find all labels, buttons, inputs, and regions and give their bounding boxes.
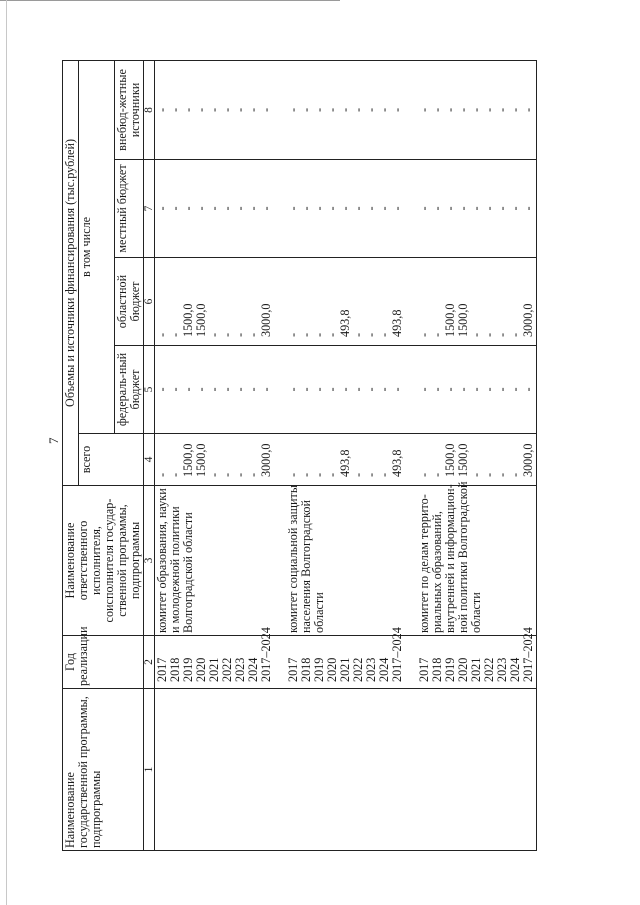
- program-name-cell: [155, 689, 275, 851]
- extrabudget-cell-line: -: [246, 107, 260, 112]
- year-cell-line: 2019: [181, 657, 195, 682]
- federal-cell-line: -: [390, 387, 404, 392]
- spacer-cell: [405, 434, 417, 486]
- regional-cell: [417, 258, 537, 346]
- extrabudget-cell-line: -: [482, 107, 496, 112]
- local-cell-line: -: [338, 206, 352, 211]
- table-row: [417, 60, 537, 850]
- federal-cell-line: -: [521, 387, 535, 392]
- program-name-cell: [286, 689, 405, 851]
- table-row: [286, 60, 405, 850]
- local-cell-line: -: [233, 206, 247, 211]
- column-number: 7: [144, 160, 155, 258]
- extrabudget-cell-line: -: [207, 107, 221, 112]
- regional-cell-line: 493,8: [338, 309, 352, 337]
- year-cell-line: 2023: [233, 657, 247, 682]
- regional-cell-line: -: [364, 332, 378, 337]
- extrabudget-cell-line: -: [312, 107, 326, 112]
- total-cell-line: -: [364, 472, 378, 477]
- federal-cell-line: -: [351, 387, 365, 392]
- total-cell-line: 3000,0: [521, 443, 535, 477]
- extrabudget-cell-line: -: [443, 107, 457, 112]
- year-cell-line: 2017: [286, 657, 300, 682]
- header-executor: Наименование ответственного исполнителя, соисполнителя государ-ственной программы, подпрограммы: [63, 486, 144, 636]
- federal-cell-line: -: [155, 387, 169, 392]
- extrabudget-cell-line: -: [168, 107, 182, 112]
- executor-cell-line: Волгоградской области: [181, 512, 195, 633]
- local-cell-line: -: [469, 206, 483, 211]
- regional-cell-line: -: [299, 332, 313, 337]
- year-cell-line: 2022: [482, 657, 496, 682]
- scan-edge-left: [6, 0, 7, 905]
- federal-cell: [155, 346, 275, 434]
- local-cell-line: -: [456, 206, 470, 211]
- local-cell-line: -: [417, 206, 431, 211]
- extrabudget-cell-line: -: [364, 107, 378, 112]
- year-cell-line: 2024: [377, 657, 391, 682]
- year-cell: [286, 627, 405, 689]
- total-cell-line: -: [417, 472, 431, 477]
- executor-cell: [417, 481, 537, 636]
- local-cell-line: -: [207, 206, 221, 211]
- regional-cell-line: 1500,0: [181, 303, 195, 337]
- regional-cell-line: -: [155, 332, 169, 337]
- federal-cell-line: -: [168, 387, 182, 392]
- total-cell-line: -: [312, 472, 326, 477]
- extrabudget-cell-line: -: [155, 107, 169, 112]
- local-cell-line: -: [194, 206, 208, 211]
- spacer-cell: [274, 160, 286, 258]
- header-including: в том числе: [79, 60, 115, 433]
- year-cell-line: 2021: [338, 657, 352, 682]
- executor-cell-line: комитет образования, науки: [155, 488, 169, 633]
- spacer-cell: [274, 434, 286, 486]
- total-cell: [155, 434, 275, 486]
- regional-cell-line: -: [430, 332, 444, 337]
- regional-cell-line: -: [417, 332, 431, 337]
- year-cell-line: 2021: [469, 657, 483, 682]
- executor-cell-line: населения Волгоградской: [299, 499, 313, 633]
- federal-cell-line: -: [246, 387, 260, 392]
- executor-cell-line: комитет по делам террито-: [417, 494, 431, 633]
- regional-cell-line: -: [246, 332, 260, 337]
- regional-cell-line: -: [377, 332, 391, 337]
- spacer-cell: [405, 258, 417, 346]
- federal-cell-line: -: [430, 387, 444, 392]
- year-cell: [155, 627, 275, 689]
- year-cell-line: 2023: [495, 657, 509, 682]
- total-cell-line: 493,8: [390, 449, 404, 477]
- total-cell-line: 1500,0: [456, 443, 470, 477]
- regional-cell-line: -: [351, 332, 365, 337]
- spacer-cell: [405, 689, 417, 851]
- year-cell-line: 2022: [220, 657, 234, 682]
- federal-cell-line: -: [194, 387, 208, 392]
- local-cell-line: -: [325, 206, 339, 211]
- regional-cell-line: 1500,0: [456, 303, 470, 337]
- federal-cell-line: -: [207, 387, 221, 392]
- federal-cell: [286, 346, 405, 434]
- federal-cell-line: -: [495, 387, 509, 392]
- year-cell-line: 2022: [351, 657, 365, 682]
- year-cell-line: 2021: [207, 657, 221, 682]
- total-cell-line: -: [325, 472, 339, 477]
- executor-cell: [286, 486, 405, 636]
- regional-cell: [155, 258, 275, 346]
- total-cell-line: -: [469, 472, 483, 477]
- column-number: 8: [144, 60, 155, 159]
- year-cell-line: 2024: [246, 657, 260, 682]
- year-cell-line: 2017–2024: [521, 627, 535, 682]
- header-program-name: Наименование государственной программы, подпрограммы: [63, 689, 144, 851]
- spacer-cell: [405, 160, 417, 258]
- local-cell-line: -: [521, 206, 535, 211]
- total-cell-line: -: [351, 472, 365, 477]
- total-cell-line: -: [508, 472, 522, 477]
- header-extrabudget: внебюд-жетные источники: [115, 60, 144, 159]
- extrabudget-cell-line: -: [495, 107, 509, 112]
- year-cell-line: 2018: [168, 657, 182, 682]
- local-cell: [155, 160, 275, 258]
- local-cell-line: -: [430, 206, 444, 211]
- program-name-cell: [417, 689, 537, 851]
- total-cell-line: 1500,0: [443, 443, 457, 477]
- total-cell-line: -: [430, 472, 444, 477]
- federal-cell-line: -: [325, 387, 339, 392]
- year-cell-line: 2019: [312, 657, 326, 682]
- spacer-cell: [274, 346, 286, 434]
- total-cell-line: 1500,0: [194, 443, 208, 477]
- extrabudget-cell-line: -: [508, 107, 522, 112]
- local-cell-line: -: [259, 206, 273, 211]
- total-cell-line: -: [377, 472, 391, 477]
- extrabudget-cell-line: -: [430, 107, 444, 112]
- spacer-cell: [274, 486, 286, 636]
- executor-cell-line: внутренней и информацион-: [443, 484, 457, 633]
- federal-cell-line: -: [508, 387, 522, 392]
- local-cell-line: -: [508, 206, 522, 211]
- executor-cell-line: ной политики Волгоградской: [456, 481, 470, 633]
- year-cell-line: 2020: [194, 657, 208, 682]
- local-cell-line: -: [377, 206, 391, 211]
- local-cell-line: -: [299, 206, 313, 211]
- year-cell-line: 2020: [325, 657, 339, 682]
- extrabudget-cell-line: -: [286, 107, 300, 112]
- regional-cell-line: -: [207, 332, 221, 337]
- header-local: местный бюджет: [115, 160, 144, 258]
- extrabudget-cell-line: -: [299, 107, 313, 112]
- federal-cell-line: -: [364, 387, 378, 392]
- federal-cell-line: -: [443, 387, 457, 392]
- regional-cell: [286, 258, 405, 346]
- total-cell-line: -: [299, 472, 313, 477]
- total-cell-line: -: [168, 472, 182, 477]
- column-number: 1: [144, 689, 155, 851]
- regional-cell-line: -: [220, 332, 234, 337]
- spacer-cell: [405, 60, 417, 159]
- executor-cell-line: области: [469, 592, 483, 633]
- year-cell: [417, 627, 537, 689]
- federal-cell-line: -: [482, 387, 496, 392]
- regional-cell-line: 3000,0: [521, 303, 535, 337]
- regional-cell-line: -: [482, 332, 496, 337]
- column-number: 5: [144, 346, 155, 434]
- regional-cell-line: -: [325, 332, 339, 337]
- extrabudget-cell-line: -: [390, 107, 404, 112]
- executor-cell-line: комитет социальной защиты: [286, 484, 300, 633]
- group-spacer: [405, 60, 417, 850]
- federal-cell-line: -: [220, 387, 234, 392]
- federal-cell-line: -: [233, 387, 247, 392]
- local-cell-line: -: [443, 206, 457, 211]
- spacer-cell: [274, 60, 286, 159]
- total-cell: [417, 434, 537, 486]
- spacer-cell: [274, 636, 286, 689]
- local-cell-line: -: [351, 206, 365, 211]
- extrabudget-cell: [155, 60, 275, 159]
- spacer-cell: [405, 636, 417, 689]
- table-body: [155, 60, 537, 850]
- local-cell-line: -: [312, 206, 326, 211]
- group-spacer: [274, 60, 286, 850]
- spacer-cell: [405, 346, 417, 434]
- page-number: 7: [46, 437, 61, 444]
- column-number: 4: [144, 434, 155, 486]
- local-cell-line: -: [364, 206, 378, 211]
- regional-cell-line: 493,8: [390, 309, 404, 337]
- column-number: 6: [144, 258, 155, 346]
- total-cell-line: -: [286, 472, 300, 477]
- federal-cell-line: -: [417, 387, 431, 392]
- executor-cell-line: риальных образований,: [430, 511, 444, 633]
- total-cell-line: -: [220, 472, 234, 477]
- federal-cell-line: -: [286, 387, 300, 392]
- year-cell-line: 2017–2024: [259, 627, 273, 682]
- local-cell-line: -: [246, 206, 260, 211]
- local-cell-line: -: [220, 206, 234, 211]
- rotated-table-wrapper: [62, 61, 602, 851]
- regional-cell-line: 3000,0: [259, 303, 273, 337]
- local-cell-line: -: [482, 206, 496, 211]
- federal-cell-line: -: [181, 387, 195, 392]
- extrabudget-cell-line: -: [377, 107, 391, 112]
- local-cell-line: -: [168, 206, 182, 211]
- regional-cell-line: -: [312, 332, 326, 337]
- extrabudget-cell: [286, 60, 405, 159]
- regional-cell-line: -: [495, 332, 509, 337]
- funding-table: [62, 60, 537, 851]
- header-federal: федераль-ный бюджет: [115, 346, 144, 434]
- total-cell-line: -: [207, 472, 221, 477]
- extrabudget-cell-line: -: [259, 107, 273, 112]
- federal-cell-line: -: [338, 387, 352, 392]
- regional-cell-line: -: [469, 332, 483, 337]
- federal-cell-line: -: [456, 387, 470, 392]
- local-cell-line: -: [155, 206, 169, 211]
- extrabudget-cell-line: -: [181, 107, 195, 112]
- total-cell-line: -: [495, 472, 509, 477]
- local-cell-line: -: [181, 206, 195, 211]
- regional-cell-line: -: [233, 332, 247, 337]
- executor-cell-line: и молодежной политики: [168, 506, 182, 633]
- spacer-cell: [274, 689, 286, 851]
- local-cell: [286, 160, 405, 258]
- year-cell-line: 2019: [443, 657, 457, 682]
- extrabudget-cell-line: -: [194, 107, 208, 112]
- total-cell-line: -: [482, 472, 496, 477]
- total-cell: [286, 434, 405, 486]
- federal-cell-line: -: [259, 387, 273, 392]
- federal-cell-line: -: [377, 387, 391, 392]
- header-year: Год реализации: [63, 636, 144, 689]
- extrabudget-cell-line: -: [417, 107, 431, 112]
- regional-cell-line: 1500,0: [194, 303, 208, 337]
- regional-cell-line: -: [508, 332, 522, 337]
- regional-cell-line: 1500,0: [443, 303, 457, 337]
- extrabudget-cell-line: -: [351, 107, 365, 112]
- total-cell-line: -: [155, 472, 169, 477]
- column-number: 3: [144, 486, 155, 636]
- regional-cell-line: -: [286, 332, 300, 337]
- header-regional: областной бюджет: [115, 258, 144, 346]
- year-cell-line: 2023: [364, 657, 378, 682]
- extrabudget-cell-line: -: [233, 107, 247, 112]
- total-cell-line: 493,8: [338, 449, 352, 477]
- extrabudget-cell-line: -: [456, 107, 470, 112]
- year-cell-line: 2017: [417, 657, 431, 682]
- local-cell-line: -: [286, 206, 300, 211]
- extrabudget-cell-line: -: [220, 107, 234, 112]
- scan-edge-top: [0, 0, 340, 1]
- executor-cell-line: области: [312, 592, 326, 633]
- total-cell-line: -: [233, 472, 247, 477]
- total-cell-line: -: [246, 472, 260, 477]
- extrabudget-cell-line: -: [521, 107, 535, 112]
- header-funding-group: Объемы и источники финансирования (тыс.рублей): [63, 60, 79, 485]
- executor-cell: [155, 486, 275, 636]
- year-cell-line: 2020: [456, 657, 470, 682]
- extrabudget-cell-line: -: [325, 107, 339, 112]
- column-number: 2: [144, 636, 155, 689]
- year-cell-line: 2017–2024: [390, 627, 404, 682]
- spacer-cell: [274, 258, 286, 346]
- local-cell-line: -: [390, 206, 404, 211]
- year-cell-line: 2018: [299, 657, 313, 682]
- year-cell-line: 2018: [430, 657, 444, 682]
- regional-cell-line: -: [168, 332, 182, 337]
- local-cell-line: -: [495, 206, 509, 211]
- extrabudget-cell-line: -: [469, 107, 483, 112]
- spacer-cell: [405, 486, 417, 636]
- year-cell-line: 2024: [508, 657, 522, 682]
- total-cell-line: 1500,0: [181, 443, 195, 477]
- local-cell: [417, 160, 537, 258]
- header-total: всего: [79, 434, 144, 486]
- table-row: [155, 60, 275, 850]
- federal-cell-line: -: [312, 387, 326, 392]
- extrabudget-cell-line: -: [338, 107, 352, 112]
- total-cell-line: 3000,0: [259, 443, 273, 477]
- federal-cell-line: -: [469, 387, 483, 392]
- year-cell-line: 2017: [155, 657, 169, 682]
- extrabudget-cell: [417, 60, 537, 159]
- federal-cell: [417, 346, 537, 434]
- federal-cell-line: -: [299, 387, 313, 392]
